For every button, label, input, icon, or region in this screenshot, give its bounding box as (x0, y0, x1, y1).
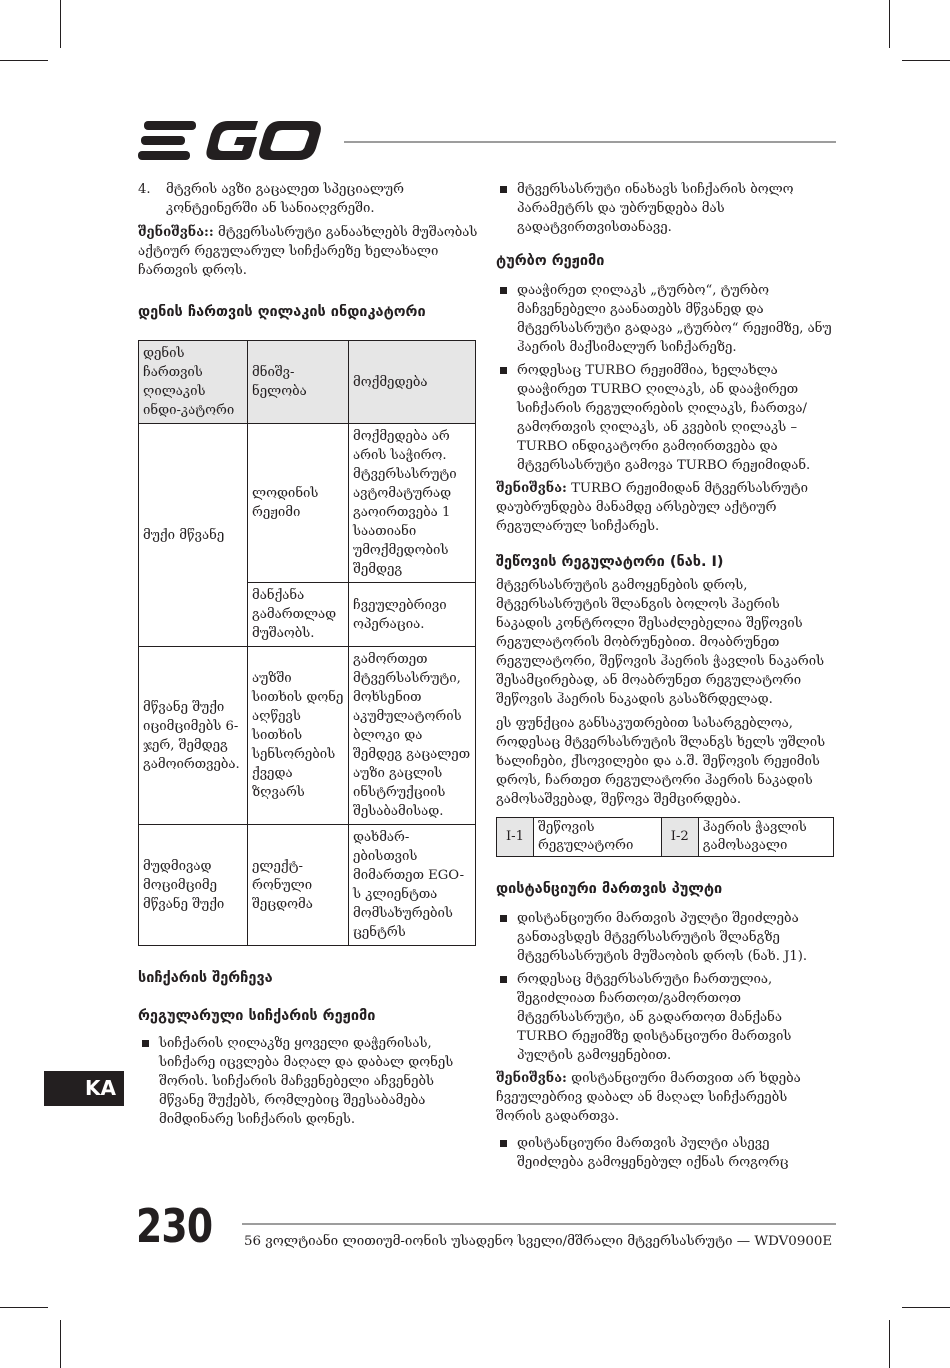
note-label: შენიშვნა: (496, 481, 567, 496)
section-heading: შეწოვის რეგულატორი (ნახ. I) (496, 554, 724, 570)
subsection-heading: რეგულარული სიჩქარის რეჟიმი (138, 1008, 376, 1024)
bullet-item (496, 361, 836, 475)
bullet-icon (500, 976, 507, 983)
footer-text: 56 ვოლტიანი ლითიუმ-იონის უსადენო სველი/მშრალი მტვერსასრუტი — WDV0900E (244, 1234, 833, 1249)
crop-mark (0, 60, 48, 61)
bullet-item (496, 180, 836, 237)
meaning-cell: მანქანა გამართლად მუშაობს. (248, 583, 349, 647)
bullet-icon (500, 186, 507, 193)
indicator-cell: მუქი მწვანე (139, 424, 248, 647)
left-column (138, 180, 478, 1133)
bullet-item (138, 1034, 478, 1129)
bullet-text: მტვერსასრუტი ინახავს სიჩქარის ბოლო პარამეტრს და უბრუნდება მას გადატვირთვისთანავე. (517, 182, 794, 235)
indicator-cell: მწვანე შუქი იციმციმებს 6-ჯერ, შემდეგ გამოირთვება. (139, 647, 248, 825)
meaning-cell: ელექტ-რონული შეცდომა (248, 825, 349, 946)
bullet-item (496, 970, 836, 1065)
crop-mark (60, 0, 61, 48)
indicator-cell: მუდმივად მოციმციმე მწვანე შუქი (139, 825, 248, 946)
action-cell: დახმარ-ებისთვის მიმართეთ EGO-ს კლიენტთა მომსახურების ცენტრს (349, 825, 476, 946)
section-heading: დისტანციური მართვის პულტი (496, 881, 723, 897)
crop-mark (902, 1307, 950, 1308)
table-row (497, 818, 834, 857)
table-row (139, 825, 476, 946)
paragraph: ეს ფუნქცია განსაკუთრებით სასარგებლოა, როდესაც მტვერსასრუტის შლანგს ხელს უშლის ხალიჩები, ქსოვილები და ა.შ. შეწოვის რეჟიმის დროს, ჩართეთ რეგულატორი ჰაერის ნაკადის გამოსაშვებად, შეწოვა შემცირდება. (496, 716, 826, 807)
bullet-text: დისტანციური მართვის პულტი ასევე შეიძლება გამოყენებულ იქნას როგორც (517, 1136, 789, 1170)
legend-label: ჰაერის ჭავლის გამოსავალი (698, 818, 833, 857)
note (138, 223, 478, 280)
action-cell: გამორთეთ მტვერსასრუტი, მოხსენით აკუმულატორის ბლოკი და შემდეგ გაცალეთ აუზი გაცლის ინსტრუქციის შესაბამისად. (349, 647, 476, 825)
bullet-item (496, 281, 836, 357)
bullet-icon (500, 1140, 507, 1147)
table-row (139, 647, 476, 825)
ego-logo (138, 118, 328, 164)
crop-mark (889, 0, 890, 48)
bullet-text: როდესაც მტვერსასრუტი ჩართულია, შეგიძლიათ ჩართოთ/გამორთოთ მტვერსასრუტი, ან გადართოთ მანქანა TURBO რეჟიმზე დისტანციური მართვის პულტის გამოყენებით. (517, 972, 792, 1063)
bullet-icon (500, 287, 507, 294)
indicator-table (138, 340, 476, 946)
legend-key: I-2 (661, 818, 698, 857)
language-tab (44, 1071, 124, 1106)
bullet-icon (500, 915, 507, 922)
table-row (139, 424, 476, 583)
crop-mark (0, 1307, 48, 1308)
legend-key: I-1 (497, 818, 534, 857)
page-number: 230 (136, 1199, 213, 1253)
paragraph: მტვერსასრუტის გამოყენების დროს, მტვერსასრუტის შლანგის ბოლოს ჰაერის ნაკადის კონტროლი შესაძლებელია შეწოვის რეგულატორის მობრუნებით. მოაბრუნეთ რეგულატორი, შეწოვის ჰაერის ჭავლის ნაკარის შესამცირებად, ან მოაბრუნეთ რეგულატორი შეწოვის ჰაერის ნაკადის გასაზრდელად. (496, 578, 825, 707)
legend-table (496, 817, 834, 857)
crop-mark (889, 1320, 890, 1368)
bullet-text: დააჭირეთ ღილაკს „ტურბო“, ტურბო მაჩვენებელი გაანათებს მწვანედ და მტვერსასრუტი გადავა „ტურბო“ რეჟიმზე, ანუ ჰაერის მაქსიმალურ სიჩქარეზე. (517, 283, 832, 355)
step-number: 4. (138, 182, 151, 197)
note-text: დისტანციური მართვით არ ხდება ჩვეულებრივ დაბალ ან მაღალ სიჩქარეებს შორის გადართვა. (496, 1071, 801, 1124)
right-column (496, 180, 836, 1176)
section-heading: სიჩქარის შერჩევა (138, 970, 273, 986)
crop-mark (902, 60, 950, 61)
bullet-item (496, 909, 836, 966)
column-header: დენის ჩართვის ღილაკის ინდი-კატორი (139, 341, 248, 424)
bullet-text: სიჩქარის ღილაკზე ყოველი დაჭერისას, სიჩქარე იცვლება მაღალ და დაბალ დონეს შორის. სიჩქარის მაჩვენებელი აჩვენებს მწვანე შუქებს, რომლებიც შეესაბამება მიმდინარე სიჩქარის დონეს. (159, 1036, 454, 1127)
note-text: მტვერსასრუტი განაახლებს მუშაობას აქტიურ რეგულარულ სიჩქარეზე ხელახალი ჩართვის დროს. (138, 225, 478, 278)
column-header: მნიშვ-ნელობა (248, 341, 349, 424)
bullet-icon (500, 367, 507, 374)
column-header: მოქმედება (349, 341, 476, 424)
bullet-item (496, 1134, 836, 1172)
note (496, 1069, 836, 1126)
footer-rule (242, 1223, 836, 1225)
action-cell: ჩვეულებრივი ოპერაცია. (349, 583, 476, 647)
note-label: შენიშვნა:: (138, 225, 214, 240)
note-label: შენიშვნა: (496, 1071, 567, 1086)
meaning-cell: აუზში სითხის დონე აღწევს სითხის სენსორების ქვედა ზღვარს (248, 647, 349, 825)
table-header-row (139, 341, 476, 424)
note-text: TURBO რეჟიმიდან მტვერსასრუტი დაუბრუნდება მანამდე არსებულ აქტიურ რეგულარულ სიჩქარეს. (496, 481, 808, 534)
section-heading: ტურბო რეჟიმი (496, 253, 605, 269)
bullet-text: როდესაც TURBO რეჟიმშია, ხელახლა დააჭირეთ TURBO ღილაკს, ან დააჭირეთ სიჩქარის რეგულირების ღილაკს, ჩართვა/ გამორთვის ღილაკს, ან კვების ღილაკს – TURBO ინდიკატორი გამოირთვება და მტვერსასრუტი გამოვა TURBO რეჟიმიდან. (517, 363, 811, 473)
header-rule (344, 141, 836, 143)
crop-mark (60, 1320, 61, 1368)
action-cell: მოქმედება არ არის საჭირო. მტვერსასრუტი ავტომატურად გაოირთვება 1 საათიანი უმოქმედობის შემდეგ (349, 424, 476, 583)
note (496, 479, 836, 536)
step-item (138, 180, 478, 218)
legend-label: შეწოვის რეგულატორი (534, 818, 662, 857)
bullet-text: დისტანციური მართვის პულტი შეიძლება განთავსდეს მტვერსასრუტის შლანგზე მტვერსასრუტის მუშაობის დროს (ნახ. J1). (517, 911, 808, 964)
bullet-icon (142, 1040, 149, 1047)
section-heading: დენის ჩართვის ღილაკის ინდიკატორი (138, 304, 426, 320)
step-text: მტვრის ავზი გაცალეთ სპეციალურ კონტეინერში ან სანიაღვრეში. (166, 182, 404, 216)
language-code: KA (85, 1076, 116, 1100)
meaning-cell: ლოდინის რეჟიმი (248, 424, 349, 583)
